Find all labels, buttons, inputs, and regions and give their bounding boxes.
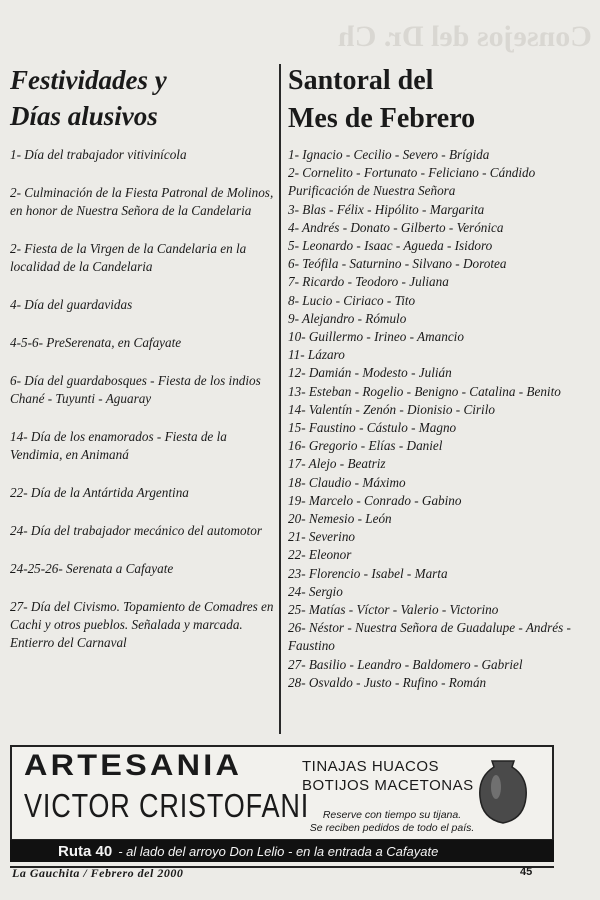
santoral-item: 12- Damián - Modesto - Julián [288,365,452,381]
festividad-item: 22- Día de la Antártida Argentina [10,485,189,500]
santoral-item: 9- Alejandro - Rómulo [288,310,407,326]
santoral-item: 18- Claudio - Máximo [288,474,406,490]
santoral-item: 4- Andrés - Donato - Gilberto - Verónica [288,219,504,235]
festividades-list [8,146,274,652]
festividad-item: 4-5-6- PreSerenata, en Cafayate [10,335,182,350]
santoral-item: 8- Lucio - Ciriaco - Tito [288,292,416,308]
santoral-item: 24- Sergio [288,583,343,599]
festividad-item: 14- Día de los enamorados - Fiesta de la Vendimia, en Animaná [10,429,227,462]
ad-artisan-name: VICTOR CRISTOFANI [24,787,310,824]
santoral-item: 19- Marcelo - Conrado - Gabino [288,492,462,508]
santoral-item: 26- Néstor - Nuestra Señora de Guadalupe - Andrés - Faustino [288,620,571,654]
santoral-item: 1- Ignacio - Cecilio - Severo - Brígida [288,147,490,162]
santoral-item: 14- Valentín - Zenón - Dionisio - Cirilo [288,401,495,417]
festividades-column [8,62,274,672]
ad-artesania-heading: ARTESANIA [24,749,243,782]
santoral-title-line2: Mes de Febrero [288,103,476,134]
festividades-title-line1: Festividades y [10,65,167,95]
festividad-item: 1- Día del trabajador vitivinícola [10,147,187,162]
santoral-item: 3- Blas - Félix - Hipólito - Margarita [288,201,485,217]
festividades-title-line2: Días alusivos [10,101,158,131]
festividad-item: 6- Día del guardabosques - Fiesta de los indios Chané - Tuyunti - Aguaray [10,373,261,406]
santoral-list [288,146,588,692]
festividad-item: 24- Día del trabajador mecánico del automotor [10,523,262,538]
santoral-item: Purificación de Nuestra Señora [288,183,456,199]
santoral-item: 7- Ricardo - Teodoro - Juliana [288,274,449,290]
santoral-item: 5- Leonardo - Isaac - Agueda - Isidoro [288,238,493,254]
santoral-item: 17- Alejo - Beatriz [288,456,386,472]
festividad-item: 27- Día del Civismo. Topamiento de Comadres en Cachi y otros pueblos. Señalada y marcada. Entierro del Carnaval [10,599,274,650]
santoral-item: 22- Eleonor [288,547,352,563]
santoral-item: 20- Nemesio - León [288,511,392,527]
ad-products [302,757,474,795]
santoral-item: 16- Gregorio - Elías - Daniel [288,438,443,454]
column-divider [279,64,281,734]
festividad-item: 2- Fiesta de la Virgen de la Candelaria en la localidad de la Candelaria [10,241,247,274]
festividad-item: 4- Día del guardavidas [10,297,133,312]
ad-products-line1: TINAJAS HUACOS [302,758,440,775]
santoral-item: 6- Teófila - Saturnino - Silvano - Dorotea [288,256,507,272]
page-number: 45 [520,866,533,878]
santoral-item: 2- Cornelito - Fortunato - Feliciano - Cándido [288,165,536,181]
banner-location: - al lado del arroyo Don Lelio - en la entrada a Cafayate [118,843,439,859]
footer-publication: La Gauchita / Febrero del 2000 [12,866,184,880]
santoral-item: 25- Matías - Víctor - Valerio - Victorino [288,602,499,618]
ad-note-line1: Reserve con tiempo su tijana. [322,809,462,821]
santoral-item: 28- Osvaldo - Justo - Rufino - Román [288,674,487,690]
ad-note [302,809,482,835]
santoral-item: 27- Basilio - Leandro - Baldomero - Gabriel [288,656,523,672]
banner-route: Ruta 40 [58,842,113,860]
santoral-item: 11- Lázaro [288,347,345,363]
festividades-title [8,62,274,134]
santoral-item: 10- Guillermo - Irineo - Amancio [288,329,464,345]
santoral-item: 23- Florencio - Isabel - Marta [288,565,448,581]
ad-products-line2: BOTIJOS MACETONAS [302,777,474,794]
ad-note-line2: Se reciben pedidos de todo el país. [309,822,475,834]
route-banner [10,840,554,862]
santoral-item: 21- Severino [288,529,356,545]
santoral-title-line1: Santoral del [288,65,434,96]
festividad-item: 2- Culminación de la Fiesta Patronal de Molinos, en honor de Nuestra Señora de la Candelaria [10,185,274,218]
santoral-item: 13- Esteban - Rogelio - Benigno - Catalina - Benito [288,383,561,399]
santoral-title [288,62,588,138]
santoral-column [288,62,588,692]
clay-vase-icon [474,757,532,827]
santoral-item: 15- Faustino - Cástulo - Magno [288,420,457,436]
artesania-advertisement [10,745,554,841]
festividad-item: 24-25-26- Serenata a Cafayate [10,561,174,576]
bleed-through-text: Consejos del Dr. Ch [338,20,592,53]
